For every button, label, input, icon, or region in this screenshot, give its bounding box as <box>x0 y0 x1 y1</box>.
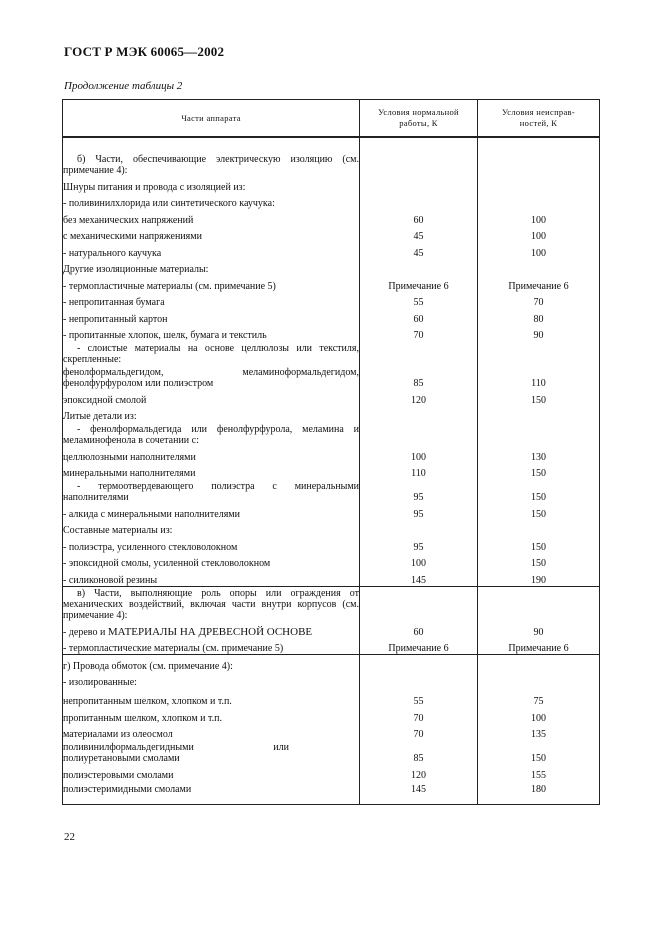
normal-value: 85 <box>360 365 478 389</box>
fault-value: Примечание 6 <box>478 638 600 655</box>
row-label: - полиэстра, усиленного стекловолокном <box>63 536 360 553</box>
row-label: - непропитанная бумага <box>63 292 360 309</box>
table-row <box>63 621 600 638</box>
normal-value: 85 <box>360 740 478 764</box>
row-label: - термопластичные материалы (см. примечание 5) <box>63 275 360 292</box>
table-caption: Продолжение таблицы 2 <box>64 80 183 92</box>
row-label: в) Части, выполняющие роль опоры или ограждения от механических воздействий, включая части внутри корпусов (см. примечание 4): <box>63 588 359 621</box>
fault-value: 135 <box>478 724 600 741</box>
table-row <box>63 520 600 537</box>
header-normal-conditions: Условия нормальной работы, К <box>360 100 478 138</box>
row-label: целлюлозными наполнителями <box>63 446 360 463</box>
fault-value: 150 <box>478 740 600 764</box>
normal-value: 100 <box>360 553 478 570</box>
fault-value: 150 <box>478 503 600 520</box>
normal-value: Примечание 6 <box>360 638 478 655</box>
fault-value: 150 <box>478 479 600 503</box>
row-label: Другие изоляционные материалы: <box>63 259 360 276</box>
row-label: полиэстеримидными смолами <box>63 781 360 805</box>
table-row <box>63 152 600 176</box>
row-label: - слоистые материалы на основе целлюлозы или текстиля, скрепленные: <box>63 343 359 365</box>
row-label: - силиконовой резины <box>63 569 360 586</box>
row-label: Составные материалы из: <box>63 520 360 537</box>
row-label: фенолформальдегидом, меламиноформальдегидом, фенолфурфуролом или полиэстром <box>63 367 359 389</box>
row-label: эпоксидной смолой <box>63 389 360 406</box>
fault-value: 150 <box>478 389 600 406</box>
row-label: пропитанным шелком, хлопком и т.п. <box>63 707 360 724</box>
table-row <box>63 688 600 707</box>
row-label: полиэстеровыми смолами <box>63 764 360 781</box>
page-number: 22 <box>64 831 75 843</box>
table-row <box>63 463 600 480</box>
row-label: - пропитанные хлопок, шелк, бумага и текстиль <box>63 325 360 342</box>
normal-value: 145 <box>360 781 478 805</box>
normal-value: 70 <box>360 707 478 724</box>
table-row <box>63 406 600 423</box>
row-label: - фенолформальдегида или фенолфурфурола, меламина и меламинофенола в сочетании с: <box>63 424 359 446</box>
row-label: - натурального каучука <box>63 242 360 259</box>
normal-value: 120 <box>360 389 478 406</box>
table-row <box>63 724 600 741</box>
row-label: - изолированные: <box>63 672 360 689</box>
row-label: материалами из олеосмол <box>63 724 360 741</box>
fault-value: 150 <box>478 553 600 570</box>
normal-value: 120 <box>360 764 478 781</box>
table-row <box>63 176 600 193</box>
row-label: непропитанным шелком, хлопком и т.п. <box>63 688 360 707</box>
table-row <box>63 209 600 226</box>
fault-value: 80 <box>478 308 600 325</box>
normal-value: 95 <box>360 536 478 553</box>
table-row <box>63 764 600 781</box>
row-label: б) Части, обеспечивающие электрическую изоляцию (см. примечание 4): <box>63 154 359 176</box>
table-row <box>63 341 600 365</box>
table-header-row <box>63 100 600 138</box>
table-row <box>63 569 600 586</box>
table-row <box>63 325 600 342</box>
table-row <box>63 446 600 463</box>
table-row <box>63 655 600 672</box>
fault-value: 90 <box>478 325 600 342</box>
fault-value: 130 <box>478 446 600 463</box>
fault-value: 190 <box>478 569 600 586</box>
row-label: Литые детали из: <box>63 406 360 423</box>
temperature-limits-table <box>62 99 600 805</box>
normal-value: 60 <box>360 308 478 325</box>
fault-value: 150 <box>478 463 600 480</box>
row-label: - алкида с минеральными наполнителями <box>63 503 360 520</box>
row-label: без механических напряжений <box>63 209 360 226</box>
normal-value: Примечание 6 <box>360 275 478 292</box>
table-row <box>63 781 600 805</box>
fault-value: 70 <box>478 292 600 309</box>
fault-value: Примечание 6 <box>478 275 600 292</box>
normal-value: 45 <box>360 226 478 243</box>
row-label: г) Провода обмоток (см. примечание 4): <box>63 655 360 672</box>
row-label: - непропитанный картон <box>63 308 360 325</box>
table-row <box>63 292 600 309</box>
row-label: - термоотвердевающего полиэстра с минеральными наполнителями <box>63 481 359 503</box>
table-row <box>63 536 600 553</box>
normal-value: 70 <box>360 325 478 342</box>
table-row <box>63 479 600 503</box>
fault-value: 155 <box>478 764 600 781</box>
row-label: с механическими напряжениями <box>63 226 360 243</box>
row-label: - термопластические материалы (см. примечание 5) <box>63 638 360 655</box>
normal-value: 100 <box>360 446 478 463</box>
normal-value: 145 <box>360 569 478 586</box>
fault-value: 100 <box>478 242 600 259</box>
fault-value: 100 <box>478 707 600 724</box>
table-row <box>63 707 600 724</box>
table-row <box>63 193 600 210</box>
fault-value: 110 <box>478 365 600 389</box>
fault-value: 100 <box>478 226 600 243</box>
table-row <box>63 672 600 689</box>
row-label: минеральными наполнителями <box>63 463 360 480</box>
normal-value: 60 <box>360 621 478 638</box>
table-row <box>63 586 600 621</box>
normal-value: 55 <box>360 688 478 707</box>
table-row <box>63 422 600 446</box>
normal-value: 95 <box>360 503 478 520</box>
normal-value: 45 <box>360 242 478 259</box>
header-parts: Части аппарата <box>63 100 360 138</box>
table-row <box>63 242 600 259</box>
row-label: - поливинилхлорида или синтетического каучука: <box>63 193 360 210</box>
fault-value: 90 <box>478 621 600 638</box>
normal-value: 95 <box>360 479 478 503</box>
row-label: - эпоксидной смолы, усиленной стекловолокном <box>63 553 360 570</box>
table-row <box>63 226 600 243</box>
fault-value: 75 <box>478 688 600 707</box>
normal-value: 55 <box>360 292 478 309</box>
table-row <box>63 740 600 764</box>
fault-value: 180 <box>478 781 600 805</box>
table-row <box>63 275 600 292</box>
fault-value: 100 <box>478 209 600 226</box>
fault-value: 150 <box>478 536 600 553</box>
table-row <box>63 503 600 520</box>
row-label: поливинилформальдегидными или полиуретановыми смолами <box>63 740 360 764</box>
normal-value: 110 <box>360 463 478 480</box>
table-row <box>63 308 600 325</box>
table-row <box>63 553 600 570</box>
row-label: Шнуры питания и провода с изоляцией из: <box>63 176 360 193</box>
normal-value: 70 <box>360 724 478 741</box>
table-row <box>63 365 600 389</box>
document-title: ГОСТ Р МЭК 60065—2002 <box>64 44 225 59</box>
table-row <box>63 259 600 276</box>
table-row <box>63 389 600 406</box>
normal-value: 60 <box>360 209 478 226</box>
row-label: - дерево и МАТЕРИАЛЫ НА ДРЕВЕСНОЙ ОСНОВЕ <box>63 621 360 638</box>
table-row <box>63 638 600 655</box>
header-fault-conditions: Условия неисправ- ностей, К <box>478 100 600 138</box>
